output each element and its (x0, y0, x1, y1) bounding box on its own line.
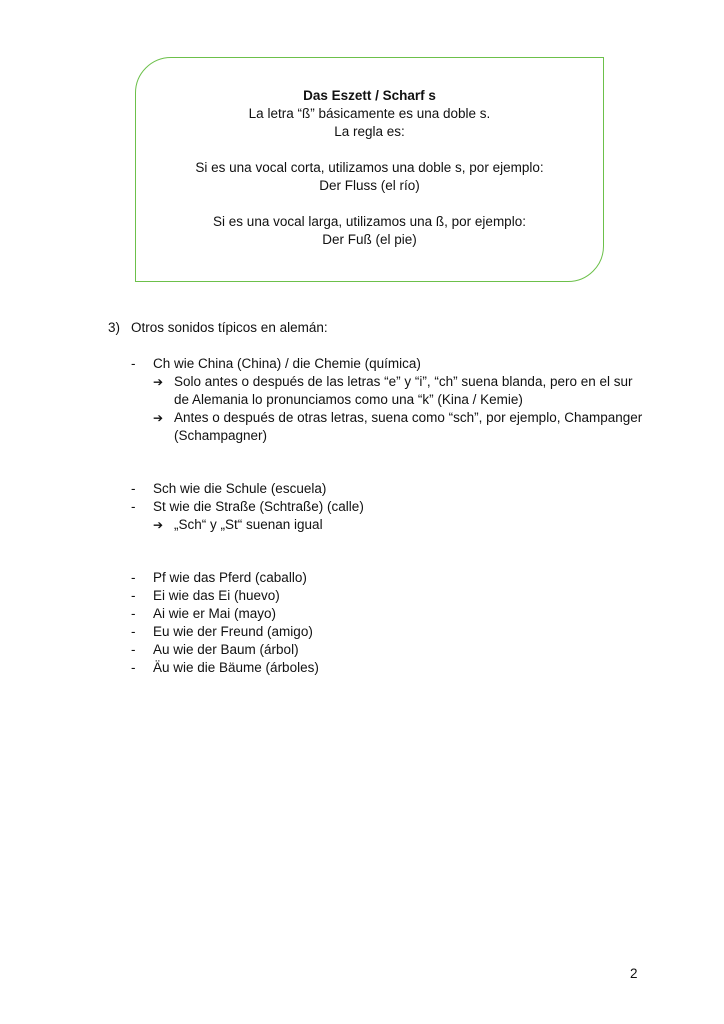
dash-ei: - (131, 588, 136, 603)
ch-note-1-line-1: Solo antes o después de las letras “e” y “i”, “ch” suena blanda, pero en el sur (174, 374, 633, 389)
eszett-rule-box (135, 57, 604, 282)
item-aeu: Äu wie die Bäume (árboles) (153, 660, 319, 675)
item-ch: Ch wie China (China) / die Chemie (química) (153, 356, 421, 371)
item-ai: Ai wie er Mai (mayo) (153, 606, 277, 621)
arrow-icon: ➔ (153, 375, 164, 389)
ch-note-2-line-2: (Schampagner) (174, 428, 268, 443)
item-st: St wie die Straße (Schtraße) (calle) (153, 499, 364, 514)
dash-eu: - (131, 624, 136, 639)
item-ei: Ei wie das Ei (huevo) (153, 588, 280, 603)
box-title: Das Eszett / Scharf s (303, 88, 436, 103)
box-short-example: Der Fluss (el río) (319, 178, 420, 193)
arrow-icon: ➔ (153, 518, 164, 532)
dash-sch: - (131, 481, 136, 496)
section-title: Otros sonidos típicos en alemán: (131, 320, 328, 335)
box-long-example: Der Fuß (el pie) (322, 232, 417, 247)
ch-note-1-line-2: de Alemania lo pronunciamos como una “k” (Kina / Kemie) (174, 392, 523, 407)
box-short-rule: Si es una vocal corta, utilizamos una doble s, por ejemplo: (195, 160, 544, 175)
arrow-icon: ➔ (153, 411, 164, 425)
item-eu: Eu wie der Freund (amigo) (153, 624, 313, 639)
section-number: 3) (108, 320, 121, 335)
st-note: „Sch“ y „St“ suenan igual (174, 517, 323, 532)
dash-st: - (131, 499, 136, 514)
dash-au: - (131, 642, 136, 657)
dash-aeu: - (131, 660, 136, 675)
page-number: 2 (630, 966, 638, 981)
ch-note-2-line-1: Antes o después de otras letras, suena como “sch”, por ejemplo, Champanger (174, 410, 643, 425)
dash-ch: - (131, 356, 136, 371)
box-line-1: La letra “ß” básicamente es una doble s. (248, 106, 491, 121)
item-au: Au wie der Baum (árbol) (153, 642, 299, 657)
dash-pf: - (131, 570, 136, 585)
dash-ai: - (131, 606, 136, 621)
item-pf: Pf wie das Pferd (caballo) (153, 570, 307, 585)
box-long-rule: Si es una vocal larga, utilizamos una ß, por ejemplo: (213, 214, 526, 229)
item-sch: Sch wie die Schule (escuela) (153, 481, 327, 496)
box-line-2: La regla es: (334, 124, 405, 139)
